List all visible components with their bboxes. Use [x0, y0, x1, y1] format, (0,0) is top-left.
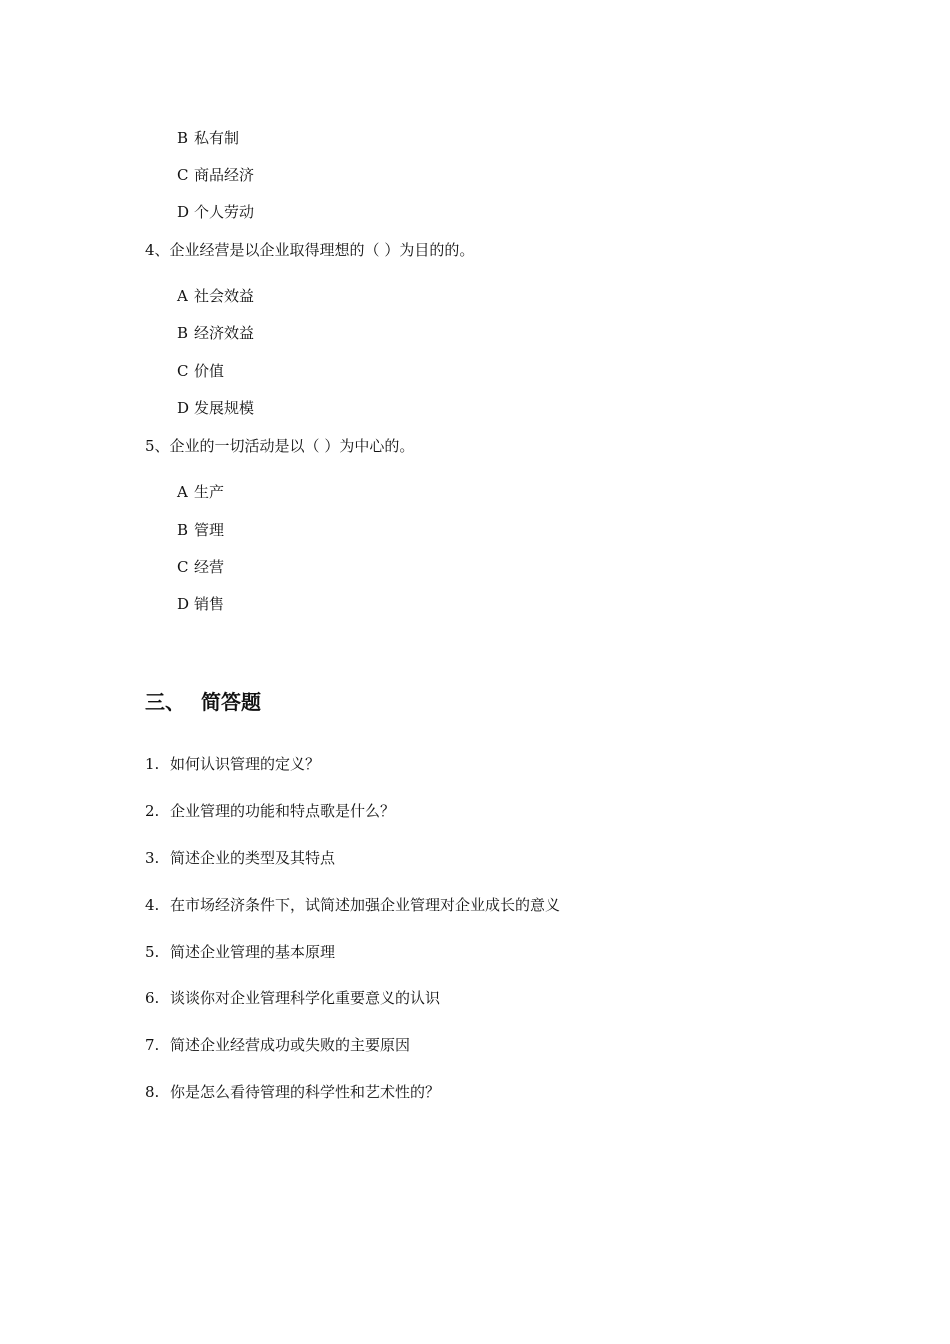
question-4-stem: 4、企业经营是以企业取得理想的（ ）为目的的。 [145, 241, 475, 259]
short-answer-item [145, 895, 560, 915]
item-number: 6. [145, 989, 160, 1007]
option-letter: B [177, 521, 189, 539]
q4-option-c [177, 361, 224, 381]
short-answer-item [145, 942, 335, 962]
item-text: 谈谈你对企业管理科学化重要意义的认识 [170, 989, 441, 1007]
short-answer-item [145, 988, 440, 1008]
item-text: 简述企业的类型及其特点 [170, 849, 336, 867]
option-letter: D [177, 399, 190, 417]
section-title: 简答题 [201, 690, 261, 714]
option-text: 发展规模 [194, 399, 255, 417]
option-text: 个人劳动 [194, 203, 255, 221]
q3-option-b [177, 128, 239, 148]
option-letter: C [177, 166, 189, 184]
q5-option-b [177, 520, 224, 540]
q5-option-a [177, 482, 224, 502]
q3-option-c [177, 165, 254, 185]
q5-option-c [177, 557, 224, 577]
short-answer-item [145, 801, 395, 821]
item-text: 简述企业经营成功或失败的主要原因 [170, 1036, 411, 1054]
option-text: 经济效益 [194, 324, 255, 342]
option-letter: D [177, 595, 190, 613]
item-number: 2. [145, 802, 160, 820]
q4-option-d [177, 398, 254, 418]
option-letter: B [177, 324, 189, 342]
option-letter: A [177, 483, 188, 501]
option-text: 管理 [194, 521, 225, 539]
item-number: 4. [145, 896, 160, 914]
option-letter: C [177, 362, 189, 380]
section-heading [145, 688, 261, 716]
q3-option-d [177, 202, 254, 222]
item-number: 5. [145, 943, 160, 961]
option-letter: B [177, 129, 189, 147]
item-text: 在市场经济条件下，试简述加强企业管理对企业成长的意义 [170, 896, 561, 914]
section-number: 三、 [145, 690, 185, 714]
option-text: 经营 [194, 558, 225, 576]
item-text: 如何认识管理的定义？ [170, 755, 321, 773]
item-text: 你是怎么看待管理的科学性和艺术性的？ [170, 1083, 441, 1101]
item-number: 8. [145, 1083, 160, 1101]
question-5-stem: 5、企业的一切活动是以（ ）为中心的。 [145, 437, 415, 455]
option-letter: D [177, 203, 190, 221]
short-answer-item [145, 1035, 410, 1055]
option-text: 社会效益 [194, 287, 255, 305]
item-text: 简述企业管理的基本原理 [170, 943, 336, 961]
item-number: 3. [145, 849, 160, 867]
short-answer-item [145, 754, 320, 774]
item-number: 1. [145, 755, 160, 773]
option-text: 价值 [194, 362, 225, 380]
option-letter: C [177, 558, 189, 576]
option-text: 销售 [194, 595, 225, 613]
q4-option-b [177, 323, 254, 343]
option-letter: A [177, 287, 188, 305]
short-answer-item [145, 1082, 440, 1102]
option-text: 生产 [194, 483, 225, 501]
q4-option-a [177, 286, 254, 306]
option-text: 私有制 [194, 129, 240, 147]
item-text: 企业管理的功能和特点歌是什么？ [170, 802, 396, 820]
short-answer-item [145, 848, 335, 868]
item-number: 7. [145, 1036, 160, 1054]
q5-option-d [177, 594, 224, 614]
option-text: 商品经济 [194, 166, 255, 184]
